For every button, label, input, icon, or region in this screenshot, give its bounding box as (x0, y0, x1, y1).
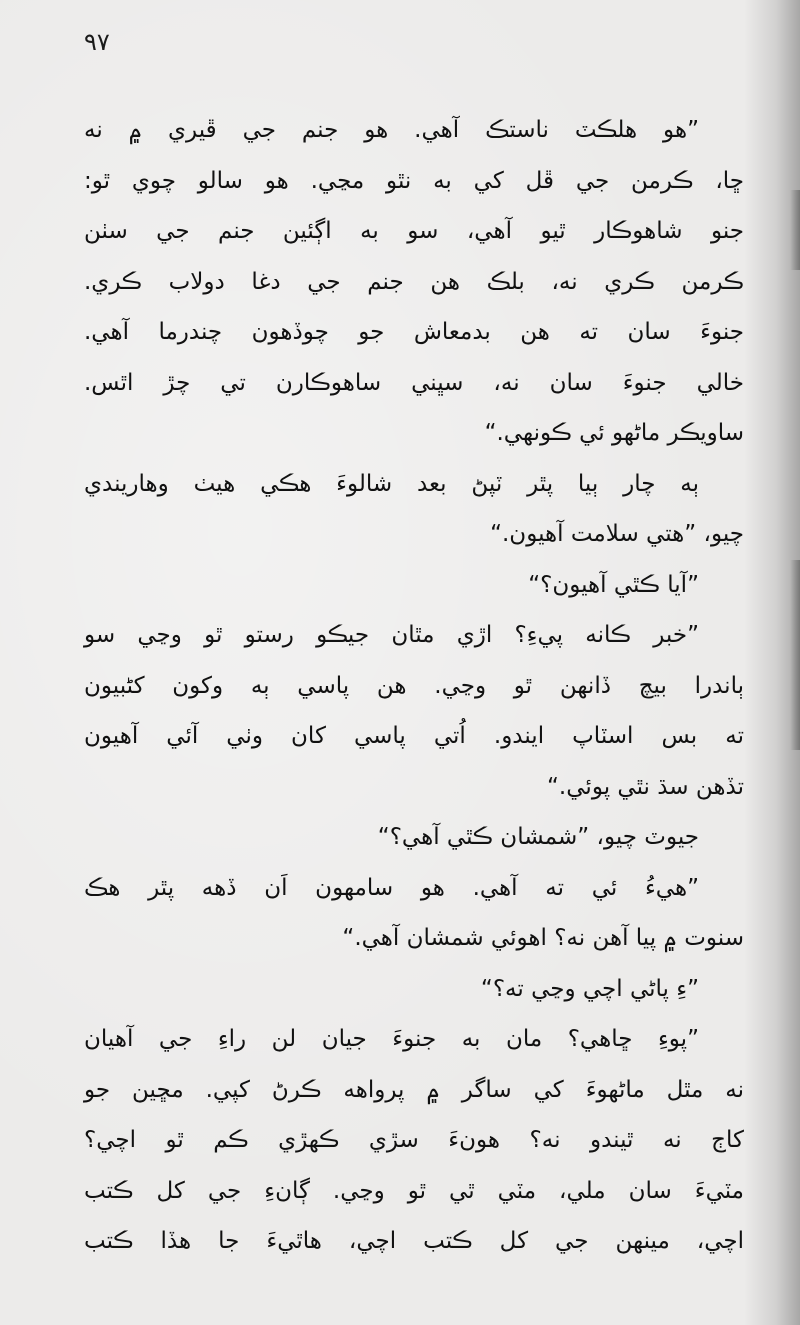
text-line: ٻه چار ٻيا پٿر ٽپڻ بعد شالوءَ هڪي هيٺ وهاريندي (84, 470, 699, 497)
text-line: جنوءَ سان ته هن بدمعاش جو چوڏهون چندرما آهي. (84, 319, 744, 345)
text-line: ”پوءِ ڇاهي؟ مان به جنوءَ جيان لن راءِ جي آهيان (84, 1026, 699, 1052)
paragraph (84, 1014, 744, 1267)
paragraph (84, 812, 744, 863)
text-line: ”هيءُ ئي ته آهي. هو سامهون اَن ڏهه پٿر هڪ (84, 874, 699, 901)
paragraph (84, 105, 744, 459)
text-line: چيو، ”هتي سلامت آهيون.“ (490, 521, 744, 547)
text-line: سنوت ۾ پيا آهن نه؟ اهوئي شمشان آهي.“ (342, 925, 744, 951)
paragraph (84, 560, 744, 611)
text-line: اچي، مينهن جي کل ڪتب اچي، هاٿيءَ جا هڏا ڪتب (84, 1228, 744, 1254)
text-line: ساويڪر ماڻهو ئي ڪونهي.“ (484, 420, 744, 446)
text-line: مٽيءَ سان ملي، مٽي ٿي ٿو وڃي. ڳانءِ جي کل ڪتب (84, 1177, 744, 1204)
text-line: ”خبر ڪانه پيءِ؟ اڙي مٿان جيڪو رستو ٿو وڃي سو (84, 622, 699, 648)
text-line: ”ءِ پاڻي اچي وڃي ته؟“ (480, 975, 699, 1002)
text-line: نه مٿل ماڻهوءَ کي ساگر ۾ پرواهه ڪرڻ کپي. مڇين جو (84, 1076, 744, 1103)
text-line: جنو شاهوڪار ٿيو آهي، سو به اڳئين جنم جي سٺن (84, 218, 744, 244)
text-line: ٻاندرا بيچ ڏانهن ٿو وڃي. هن پاسي ٻه وکون کڻبيون (84, 672, 744, 699)
page-edge-shadow (790, 190, 800, 270)
text-line: کاڄ نه ٿيندو نه؟ هونءَ سڙي ڪهڙي ڪم ٿو اچي؟ (84, 1127, 744, 1153)
paragraph (84, 459, 744, 560)
paragraph (84, 964, 744, 1015)
body-text (84, 105, 744, 1267)
text-line: ڇا، ڪرمن جي ڦل کي به نٿو مڃي. هو سالو چوي ٿو: (84, 167, 744, 194)
text-line: ”آيا ڪٿي آهيون؟“ (528, 571, 699, 598)
text-line: ”هو هلڪٽ ناستڪ آهي. هو جنم جي ڦيري ۾ نه (84, 117, 699, 143)
page-number: ٩٧ (84, 28, 110, 56)
text-line: ته بس اسٽاپ ايندو. اُتي پاسي کان وٺي آئي آهيون (84, 723, 744, 749)
page-edge-shadow (790, 560, 800, 750)
text-line: جيوٽ چيو، ”شمشان ڪٿي آهي؟“ (377, 824, 699, 850)
text-line: خالي جنوءَ سان نه، سڀني ساهوڪارن تي چڙ اٿس. (84, 369, 744, 396)
paragraph (84, 610, 744, 812)
paragraph (84, 863, 744, 964)
text-line: تڏهن سڌ نٿي پوئي.“ (547, 773, 744, 800)
text-line: ڪرمن ڪري نه، بلڪ هن جنم جي دغا دولاب ڪري. (84, 268, 744, 295)
